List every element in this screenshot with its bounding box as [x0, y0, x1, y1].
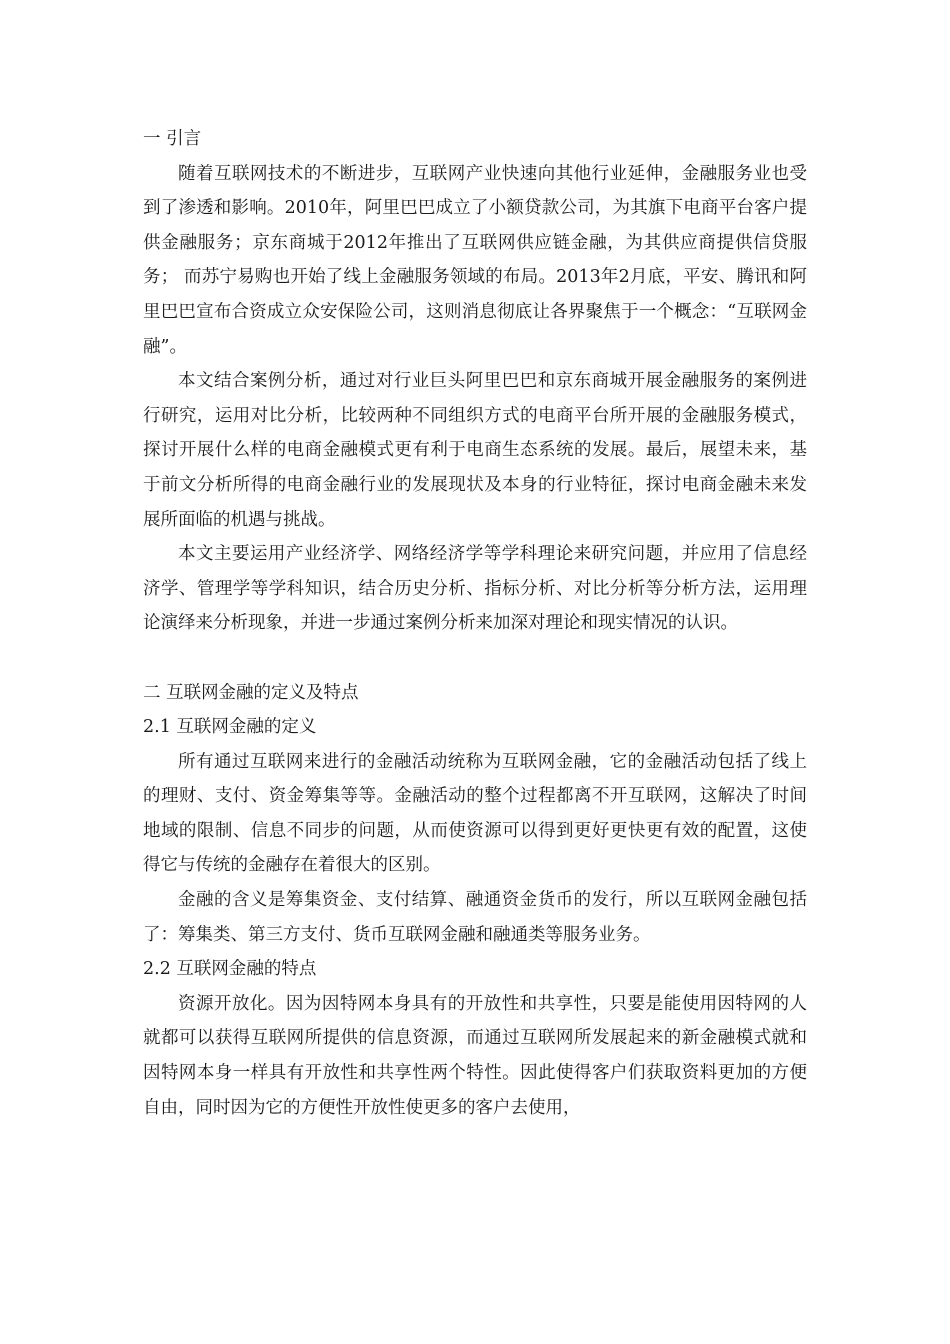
paragraph-intro-method: 本文结合案例分析，通过对行业巨头阿里巴巴和京东商城开展金融服务的案例进行研究，运用对比分析，比较两种不同组织方式的电商平台所开展的金融服务模式，探讨开展什么样的电商金融模式更有利于电商生态系统的发展。最后，展望未来，基于前文分析所得的电商金融行业的发展现状及本身的行业特征，探讨电商金融未来发展所面临的机遇与挑战。 [143, 371, 807, 530]
paragraph-definition-meaning: 金融的含义是筹集资金、支付结算、融通资金货币的发行，所以互联网金融包括了：筹集类、第三方支付、货币互联网金融和融通类等服务业务。 [143, 890, 807, 945]
paragraph-features-openness: 资源开放化。因为因特网本身具有的开放性和共享性，只要是能使用因特网的人就都可以获得互联网所提供的信息资源，而通过互联网所发展起来的新金融模式就和因特网本身一样具有开放性和共享性两个特性。因此使得客户们获取资料更加的方便自由，同时因为它的方便性开放性使更多的客户去使用， [143, 993, 807, 1118]
paragraph-intro-background: 随着互联网技术的不断进步，互联网产业快速向其他行业延伸，金融服务业也受到了渗透和影响。2010年，阿里巴巴成立了小额贷款公司，为其旗下电商平台客户提供金融服务；京东商城于2012年推出了互联网供应链金融，为其供应商提供信贷服务； 而苏宁易购也开始了线上金融服务领域的布局。2013年2月底，平安、腾讯和阿里巴巴宣布合资成立众安保险公司，这则消息彻底让各界聚焦于一个概念：“互联网金融”。 [143, 163, 807, 357]
section-spacer [143, 641, 807, 676]
subsection-heading-features: 2.2 互联网金融的特点 [143, 959, 317, 980]
section-heading-introduction: 一 引言 [143, 129, 202, 149]
subsection-heading-definition: 2.1 互联网金融的定义 [143, 717, 317, 738]
document-body [143, 122, 807, 1125]
paragraph-intro-theory: 本文主要运用产业经济学、网络经济学等学科理论来研究问题，并应用了信息经济学、管理学等学科知识，结合历史分析、指标分析、对比分析等分析方法，运用理论演绎来分析现象，并进一步通过案例分析来加深对理论和现实情况的认识。 [143, 544, 807, 634]
section-heading-definition-features: 二 互联网金融的定义及特点 [143, 682, 359, 703]
paragraph-definition-activities: 所有通过互联网来进行的金融活动统称为互联网金融，它的金融活动包括了线上的理财、支付、资金筹集等等。金融活动的整个过程都离不开互联网，这解决了时间地域的限制、信息不同步的问题，从而使资源可以得到更好更快更有效的配置，这使得它与传统的金融存在着很大的区别。 [143, 751, 807, 876]
